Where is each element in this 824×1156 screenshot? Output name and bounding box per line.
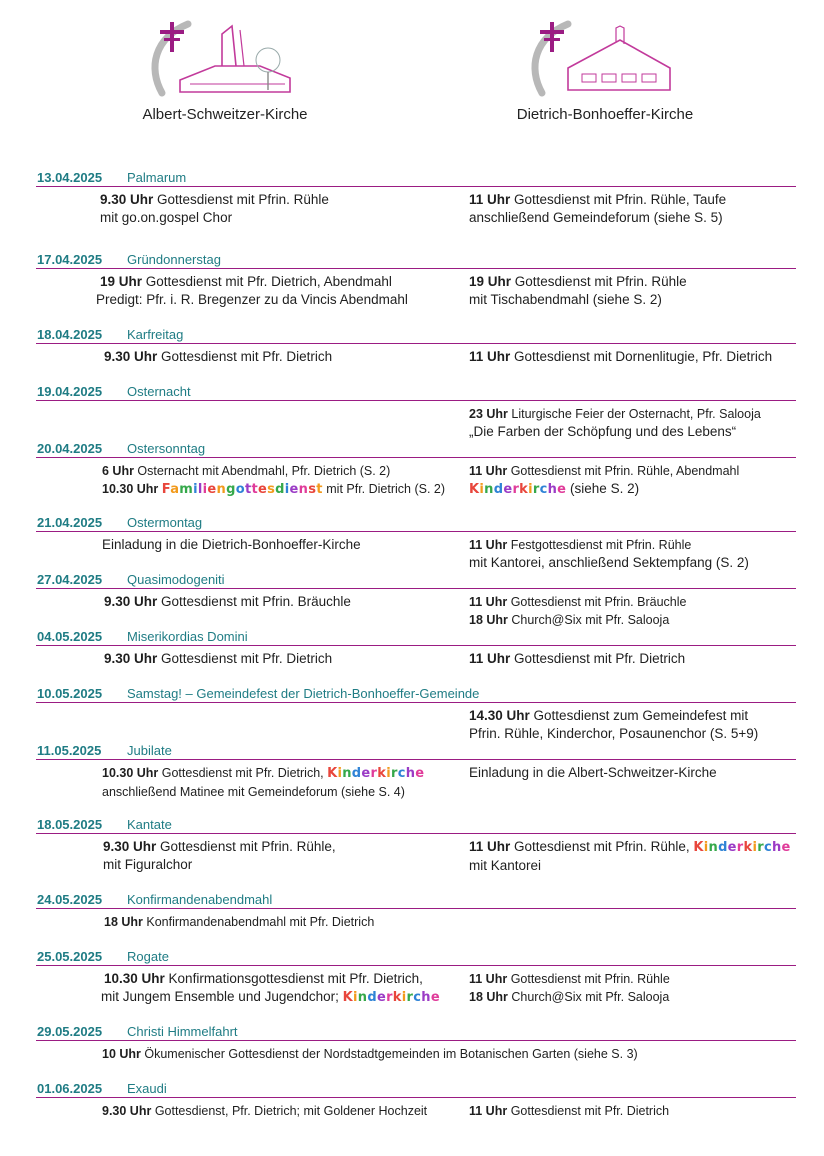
entry-date: 19.04.2025 [37, 384, 103, 399]
date-line [36, 250, 796, 269]
entry-date: 01.06.2025 [37, 1081, 103, 1096]
kinderkirche-badge: Kinderkirche [693, 840, 791, 855]
service-time: 19 Uhr [469, 274, 512, 289]
albert-schweitzer-service [104, 348, 332, 366]
service-text: Gottesdienst mit Pfrin. Rühle, [510, 839, 694, 854]
familiengottesdienst-badge: Familiengottesdienst [161, 482, 323, 497]
entry-date: 04.05.2025 [37, 629, 103, 644]
schedule-entry-palmarum [36, 168, 796, 225]
dietrich-bonhoeffer-service [469, 348, 772, 366]
entry-date: 20.04.2025 [37, 441, 103, 456]
date-line [36, 439, 796, 458]
date-line [36, 382, 796, 401]
service-time: 9.30 Uhr [104, 349, 158, 364]
right-church-name: Dietrich-Bonhoeffer-Kirche [516, 106, 694, 123]
entry-date: 24.05.2025 [37, 892, 103, 907]
service-time: 10.30 Uhr [102, 766, 159, 780]
service-text: Gottesdienst mit Pfr. Dietrich, [158, 766, 328, 780]
dietrich-bonhoeffer-service [469, 1102, 669, 1120]
service-text: mit Figuralchor [103, 857, 193, 872]
albert-schweitzer-service [96, 273, 408, 309]
service-text: Gottesdienst mit Pfrin. Rühle, Taufe [510, 192, 727, 207]
service-text: (siehe S. 2) [566, 481, 640, 496]
service-time: 11 Uhr [469, 464, 508, 478]
service-text: Predigt: Pfr. i. R. Bregenzer zu da Vincis Abendmahl [96, 292, 408, 307]
entry-date: 17.04.2025 [37, 252, 103, 267]
service-text: Gottesdienst mit Pfr. Dietrich [507, 1104, 670, 1118]
service-time: 23 Uhr [469, 407, 508, 421]
service-time: 9.30 Uhr [103, 839, 157, 854]
service-text: Gottesdienst mit Pfr. Dietrich, Abendmahl [142, 274, 392, 289]
entry-occasion: Gründonnerstag [127, 252, 221, 267]
dietrich-bonhoeffer-church-logo-icon [520, 18, 690, 98]
schedule-entry-osternacht [36, 382, 796, 439]
service-text: mit Pfr. Dietrich (S. 2) [322, 482, 446, 496]
dietrich-bonhoeffer-service [469, 536, 749, 572]
service-time: 9.30 Uhr [100, 192, 154, 207]
entry-occasion: Samstag! – Gemeindefest der Dietrich-Bonhoeffer-Gemeinde [127, 686, 480, 701]
albert-schweitzer-service [104, 593, 351, 611]
albert-schweitzer-service [104, 913, 374, 931]
albert-schweitzer-service [102, 536, 361, 554]
albert-schweitzer-service [102, 764, 424, 801]
schedule-entry-christi-himmelfahrt [36, 1022, 796, 1061]
albert-schweitzer-church-logo-icon [140, 18, 310, 98]
date-line [36, 168, 796, 187]
service-text: Konfirmandenabendmahl mit Pfr. Dietrich [142, 915, 375, 929]
schedule-entry-gruendonnerstag [36, 250, 796, 307]
entry-occasion: Miserikordias Domini [127, 629, 248, 644]
service-text: Einladung in die Dietrich-Bonhoeffer-Kirche [102, 537, 361, 552]
dietrich-bonhoeffer-service [469, 191, 726, 227]
service-time: 18 Uhr [469, 990, 508, 1004]
service-time: 14.30 Uhr [469, 708, 530, 723]
entry-occasion: Exaudi [127, 1081, 167, 1096]
dietrich-bonhoeffer-service [469, 405, 761, 441]
entry-occasion: Christi Himmelfahrt [127, 1024, 238, 1039]
entry-occasion: Palmarum [127, 170, 187, 185]
kinderkirche-badge: Kinderkirche [342, 990, 440, 1005]
service-text: mit go.on.gospel Chor [100, 210, 233, 225]
entry-occasion: Ostersonntag [127, 441, 206, 456]
date-line [36, 513, 796, 532]
service-text: Einladung in die Albert-Schweitzer-Kirche [469, 765, 717, 780]
albert-schweitzer-service [103, 838, 336, 874]
entry-date: 25.05.2025 [37, 949, 103, 964]
service-text: mit Kantorei [469, 858, 542, 873]
schedule-entry-miserikordias-domini [36, 627, 796, 666]
entry-date: 27.04.2025 [37, 572, 103, 587]
service-text: Gottesdienst mit Pfr. Dietrich [157, 651, 333, 666]
entry-date: 18.04.2025 [37, 327, 103, 342]
schedule-entry-karfreitag [36, 325, 796, 364]
service-text: Gottesdienst, Pfr. Dietrich; mit Goldener Hochzeit [151, 1104, 428, 1118]
service-time: 9.30 Uhr [104, 651, 158, 666]
service-text: mit Tischabendmahl (siehe S. 2) [469, 292, 662, 307]
service-text: Gottesdienst mit Pfrin. Rühle [153, 192, 329, 207]
date-line [36, 627, 796, 646]
service-time: 11 Uhr [469, 1104, 508, 1118]
service-time: 6 Uhr [102, 464, 134, 478]
albert-schweitzer-service [100, 191, 329, 227]
service-time: 18 Uhr [104, 915, 143, 929]
service-text: Church@Six mit Pfr. Salooja [507, 990, 670, 1004]
service-time: 10.30 Uhr [104, 971, 165, 986]
service-time: 19 Uhr [100, 274, 143, 289]
entry-date: 29.05.2025 [37, 1024, 103, 1039]
service-time: 9.30 Uhr [102, 1104, 152, 1118]
date-line [36, 1079, 796, 1098]
schedule-entry-gemeindefest [36, 684, 796, 741]
service-text: Festgottesdienst mit Pfrin. Rühle [507, 538, 692, 552]
schedule-entry-jubilate [36, 741, 796, 799]
joint-service [102, 1045, 638, 1063]
entry-date: 21.04.2025 [37, 515, 103, 530]
service-time: 11 Uhr [469, 595, 508, 609]
schedule-entry-kantate [36, 815, 796, 873]
service-time: 10 Uhr [102, 1047, 141, 1061]
date-line [36, 890, 796, 909]
service-text: Gottesdienst mit Pfrin. Rühle [511, 274, 687, 289]
service-text: Konfirmationsgottesdienst mit Pfr. Dietrich, [164, 971, 423, 986]
date-line [36, 1022, 796, 1041]
kinderkirche-badge: Kinderkirche [327, 766, 425, 781]
entry-occasion: Konfirmandenabendmahl [127, 892, 273, 907]
service-text: Gottesdienst mit Pfr. Dietrich [157, 349, 333, 364]
service-text: Gottesdienst zum Gemeindefest mit [529, 708, 749, 723]
schedule-entry-quasimodogeniti [36, 570, 796, 627]
entry-occasion: Kantate [127, 817, 172, 832]
service-text: Pfrin. Rühle, Kinderchor, Posaunenchor (S. 5+9) [469, 726, 759, 741]
date-line [36, 741, 796, 760]
service-text: Gottesdienst mit Dornenlitugie, Pfr. Dietrich [510, 349, 773, 364]
service-text: Gottesdienst mit Pfrin. Rühle, [156, 839, 336, 854]
entry-occasion: Jubilate [127, 743, 172, 758]
service-time: 11 Uhr [469, 192, 511, 207]
service-text: Gottesdienst mit Pfrin. Rühle, Abendmahl [507, 464, 740, 478]
dietrich-bonhoeffer-service [469, 593, 686, 629]
albert-schweitzer-service [102, 462, 445, 499]
entry-occasion: Rogate [127, 949, 169, 964]
date-line [36, 325, 796, 344]
service-text: anschließend Matinee mit Gemeindeforum (siehe S. 4) [102, 785, 405, 799]
dietrich-bonhoeffer-service [469, 707, 758, 743]
church-header-albert-schweitzer [95, 18, 355, 123]
entry-occasion: Osternacht [127, 384, 191, 399]
service-text: Gottesdienst mit Pfr. Dietrich [510, 651, 686, 666]
albert-schweitzer-service [101, 970, 440, 1007]
dietrich-bonhoeffer-service [469, 462, 739, 499]
entry-date: 11.05.2025 [37, 743, 102, 758]
service-text: Gottesdienst mit Pfrin. Rühle [507, 972, 670, 986]
schedule-entry-rogate [36, 947, 796, 1005]
church-header-dietrich-bonhoeffer [475, 18, 735, 123]
service-text: Church@Six mit Pfr. Salooja [507, 613, 670, 627]
date-line [36, 815, 796, 834]
service-time: 11 Uhr [469, 538, 508, 552]
service-text: mit Jungem Ensemble und Jugendchor; [101, 989, 343, 1004]
entry-date: 13.04.2025 [37, 170, 103, 185]
left-church-name: Albert-Schweitzer-Kirche [142, 106, 308, 123]
entry-occasion: Quasimodogeniti [127, 572, 225, 587]
albert-schweitzer-service [102, 1102, 427, 1120]
entry-occasion: Karfreitag [127, 327, 184, 342]
service-text: Liturgische Feier der Osternacht, Pfr. Salooja [507, 407, 761, 421]
dietrich-bonhoeffer-service [469, 764, 717, 782]
service-text: anschließend Gemeindeforum (siehe S. 5) [469, 210, 723, 225]
service-text: Ökumenischer Gottesdienst der Nordstadtgemeinden im Botanischen Garten (siehe S. 3) [140, 1047, 638, 1061]
service-time: 11 Uhr [469, 651, 511, 666]
date-line [36, 947, 796, 966]
entry-occasion: Ostermontag [127, 515, 203, 530]
dietrich-bonhoeffer-service [469, 650, 685, 668]
entry-date: 18.05.2025 [37, 817, 103, 832]
schedule-entry-konfirmandenabendmahl [36, 890, 796, 929]
service-time: 9.30 Uhr [104, 594, 158, 609]
service-text: mit Kantorei, anschließend Sektempfang (S. 2) [469, 555, 749, 570]
entry-date: 10.05.2025 [37, 686, 103, 701]
schedule-entry-exaudi [36, 1079, 796, 1118]
service-time: 10.30 Uhr [102, 482, 159, 496]
date-line [36, 684, 796, 703]
service-time: 11 Uhr [469, 839, 511, 854]
schedule-entry-ostermontag [36, 513, 796, 570]
kinderkirche-badge: Kinderkirche [469, 482, 567, 497]
service-text: „Die Farben der Schöpfung und des Lebens“ [469, 424, 737, 439]
dietrich-bonhoeffer-service [469, 970, 670, 1006]
service-time: 11 Uhr [469, 972, 508, 986]
service-text: Osternacht mit Abendmahl, Pfr. Dietrich (S. 2) [133, 464, 391, 478]
service-time: 11 Uhr [469, 349, 511, 364]
service-text: Gottesdienst mit Pfrin. Bräuchle [157, 594, 351, 609]
schedule-entry-ostersonntag [36, 439, 796, 497]
dietrich-bonhoeffer-service [469, 273, 687, 309]
date-line [36, 570, 796, 589]
dietrich-bonhoeffer-service [469, 838, 791, 875]
service-text: Gottesdienst mit Pfrin. Bräuchle [507, 595, 687, 609]
service-time: 18 Uhr [469, 613, 508, 627]
albert-schweitzer-service [104, 650, 332, 668]
